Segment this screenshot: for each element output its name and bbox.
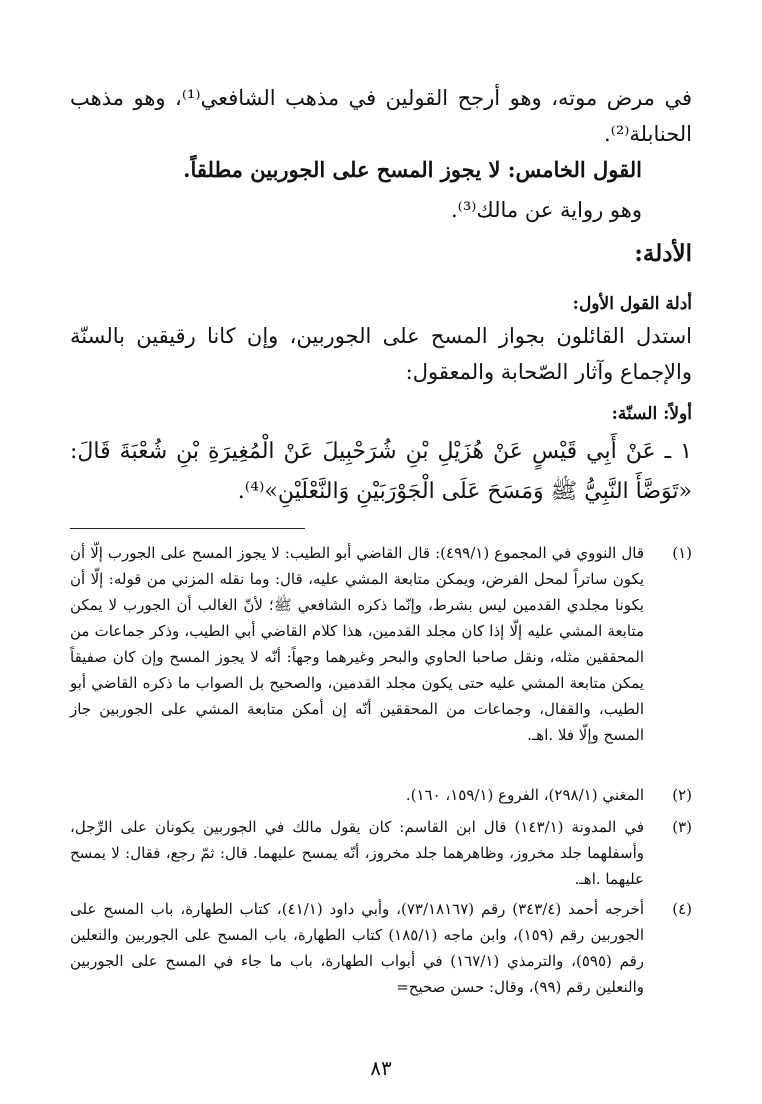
footnote-number: (٣) xyxy=(672,818,692,836)
footnote-2 xyxy=(70,782,692,808)
evidence-heading: الأدلة: xyxy=(634,240,692,267)
footnote-1 xyxy=(70,540,692,748)
footnote-separator xyxy=(70,528,305,529)
footnote-4 xyxy=(70,896,692,1000)
footnote-number: (٤) xyxy=(672,900,692,918)
paragraph-evidence-intro: استدل القائلون بجواز المسح على الجوربين، وإن كانا رقيقين بالسنّة والإجماع وآثار الصّحابة والمعقول: xyxy=(70,324,692,384)
page-number: ٨٣ xyxy=(370,1056,392,1080)
footnote-text: أخرجه أحمد (٣٤٣/٤) رقم (٧٣/١٨١٦٧)، وأبي داود (٤١/١)، كتاب الطهارة، باب المسح على الجوربين رقم (١٥٩)، وابن ماجه (١٨٥/١) كتاب الطهارة، باب المسح على الجوربين والنعلين رقم (٥٩٥)، والترمذي (١٦٧/١) في أبواب الطهارة، باب ما جاء في المسح على الجوربين والنعلين رقم (٩٩)، وقال: حسن صحيح= xyxy=(70,900,645,996)
footnote-3 xyxy=(70,814,692,892)
footnote-text: قال النووي في المجموع (٤٩٩/١): قال القاضي أبو الطيب: لا يجوز المسح على الجورب إلّا أن يكون ساتراً لمحل الفرض، ويمكن متابعة المشي عليه، قال: وما نقله المزني من قوله: إلّا أن يكونا مجلدي القدمين ليس بشرط، وإنّما ذكره الشافعي ﷺ؛ لأنّ الغالب أن الجورب لا يمكن متابعة المشي عليه إلّا إذا كان مجلد القدمين، هذا كلام القاضي أبي الطيب، وذكر جماعات من المحققين مثله، ونقل صاحبا الحاوي والبحر وغيرهما وجهاً: أنّه لا يجوز المسح وإن كان صفيقاً يمكن متابعة المشي عليه حتى يكون مجلد القدمين، والصحيح بل الصواب ما ذكره القاضي أبو الطيب، والقفال، وجماعات من المحققين أنّه إن أمكن متابعة المشي على الجوربين جاز المسح وإلّا فلا .اهـ. xyxy=(70,544,644,744)
paragraph-opening: في مرض موته، وهو أرجح القولين في مذهب الشافعي⁽¹⁾، وهو مذهب الحنابلة⁽²⁾. xyxy=(70,86,692,146)
hadith-text: ١ ـ عَنْ أَبِي قَيْسٍ عَنْ هُزَيْلِ بْنِ شُرَحْبِيلَ عَنْ الْمُغِيرَةِ بْنِ شُعْبَةَ قَالَ: «تَوَضَّأَ النَّبِيُّ ﷺ وَمَسَحَ عَلَى الْجَوْرَبَيْنِ وَالنَّعْلَيْنِ»⁽⁴⁾. xyxy=(70,439,692,504)
first-view-evidence-heading: أدلة القول الأول: xyxy=(572,294,692,314)
footnote-text: في المدونة (١٤٣/١) قال ابن القاسم: كان يقول مالك في الجوربين يكونان على الرِّجل، وأسفلهما جلد مخروز، وظاهرهما جلد مخروز، أنّه يمسح عليهما. قال: ثمّ رجع، فقال: لا يمسح عليهما .اهـ. xyxy=(70,818,644,888)
fifth-view-note: وهو رواية عن مالك⁽³⁾. xyxy=(451,198,642,222)
footnote-text: المغني (٢٩٨/١)، الفروع (١٥٩/١، ١٦٠). xyxy=(405,786,644,804)
fifth-view-statement: القول الخامس: لا يجوز المسح على الجوربين مطلقاً. xyxy=(183,157,642,182)
sunnah-heading: أولاً: السنّة: xyxy=(611,404,692,424)
footnote-number: (١) xyxy=(672,544,692,562)
footnote-number: (٢) xyxy=(672,786,692,804)
